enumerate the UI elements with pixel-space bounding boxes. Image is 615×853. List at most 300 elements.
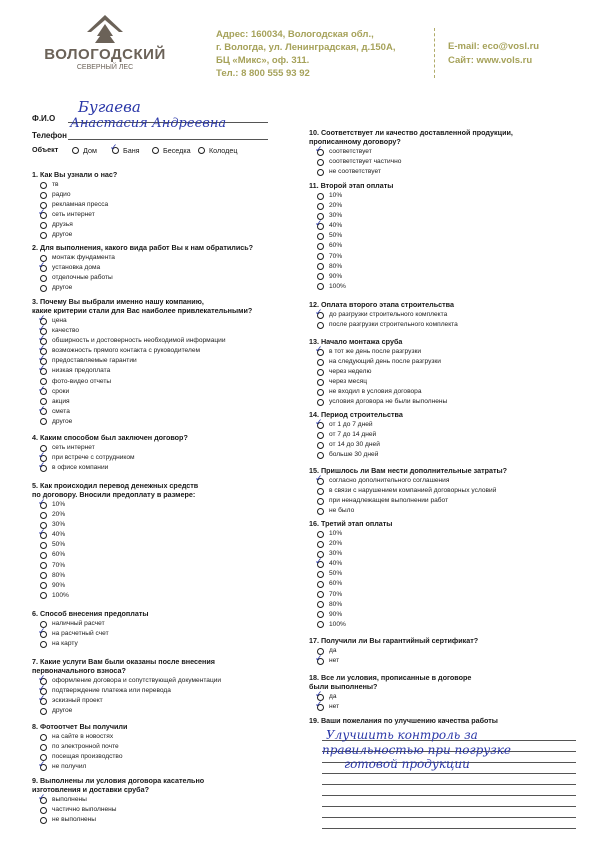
option-label: 20% [329,202,343,210]
option-label: 100% [52,591,69,599]
answer-option[interactable] [309,450,584,460]
question-block [309,410,584,460]
check-mark-icon: ✓ [38,384,46,395]
question-title: 4. Каким способом был заключен договор? [32,433,188,442]
question-block [309,300,584,330]
header-divider [434,28,435,78]
option-label: не получил [52,763,87,771]
radio-circle[interactable] [317,541,324,548]
radio-circle[interactable] [40,192,47,199]
answer-option[interactable] [32,397,307,407]
radio-circle[interactable] [317,193,324,200]
question-block [309,673,584,712]
wish-handwritten-2[interactable]: правильностью при погрузке [322,743,512,757]
answer-option[interactable] [32,443,307,453]
answer-option[interactable] [32,676,307,686]
question-block [32,481,307,601]
check-mark-icon: ✓ [38,261,46,272]
answer-option[interactable] [32,404,307,417]
radio-circle[interactable] [40,542,47,549]
check-mark-icon: ✓ [38,334,46,345]
question-title: 15. Пришлось ли Вам нести дополнительные затраты? [309,466,508,475]
radio-circle[interactable] [152,147,159,154]
answer-option[interactable] [309,397,584,407]
answer-option[interactable] [32,336,307,346]
option-label: 60% [329,580,343,588]
radio-circle[interactable] [317,243,324,250]
answer-option[interactable] [309,320,584,330]
radio-circle[interactable] [40,582,47,589]
question-block [309,337,584,408]
option-label: 80% [329,600,343,608]
answer-option[interactable] [309,440,584,450]
answer-option[interactable] [309,157,584,167]
object-option-label: Колодец [209,146,238,155]
answer-option[interactable] [309,486,584,496]
check-mark-icon: ✓ [315,654,323,665]
address-line: Адрес: 160034, Вологодская обл., [216,29,374,40]
radio-circle[interactable] [40,222,47,229]
option-label: в тот же день после разгрузки [329,348,422,355]
radio-circle[interactable] [40,232,47,239]
radio-circle[interactable] [40,734,47,741]
radio-circle[interactable] [317,621,324,628]
answer-option[interactable] [309,496,584,506]
question-title: 1. Как Вы узнали о нас? [32,170,118,179]
radio-circle[interactable] [40,285,47,292]
question-block [32,776,307,825]
answer-option[interactable] [309,262,584,272]
answer-option[interactable] [32,377,307,387]
answer-option[interactable] [309,590,584,600]
radio-circle[interactable] [40,708,47,715]
radio-circle[interactable] [317,233,324,240]
answer-option[interactable] [309,167,584,177]
answer-option[interactable] [309,211,584,221]
answer-option[interactable] [32,463,307,473]
answer-option[interactable] [309,529,584,539]
question-block [309,716,584,726]
answer-option[interactable] [32,326,307,336]
option-label: согласно дополнительного соглашения [329,477,450,484]
wish-input-line[interactable] [322,773,576,774]
check-mark-icon: ✓ [38,760,46,771]
option-label: 10% [52,501,66,508]
option-label: соответствует частично [329,158,402,166]
option-label: на карту [52,640,78,648]
object-option-label: Баня [123,146,140,155]
wish-input-line[interactable] [322,795,576,796]
option-label: 40% [52,531,66,539]
answer-option[interactable] [309,310,584,320]
logo-subtitle: СЕВЕРНЫЙ ЛЕС [76,64,134,71]
question-block [32,609,307,649]
question-block [309,128,584,177]
answer-option[interactable] [32,815,307,825]
answer-option[interactable] [32,520,307,530]
answer-option[interactable] [32,619,307,629]
option-label: 20% [329,540,343,548]
answer-option[interactable] [32,417,307,427]
answer-option[interactable] [32,732,307,742]
radio-circle[interactable] [317,508,324,515]
check-mark-icon: ✓ [38,694,46,705]
answer-option[interactable] [309,430,584,440]
question-block [32,722,307,772]
answer-option[interactable] [32,540,307,550]
question-title: 9. Выполнены ли условия договора касательно изготовления и доставки сруба? [32,776,205,794]
radio-circle[interactable] [40,562,47,569]
option-label: цена [52,317,67,324]
question-block [309,519,584,630]
check-mark-icon: ✓ [38,461,46,472]
option-label: фото-видео отчеты [52,377,112,385]
option-label: рекламная пресса [52,201,109,209]
answer-option[interactable] [309,221,584,231]
radio-circle[interactable] [317,169,324,176]
radio-circle[interactable] [317,611,324,618]
answer-option[interactable] [32,742,307,752]
question-title: 3. Почему Вы выбрали именно нашу компанию, какие критерии стали для Вас наиболее привлекательными? [32,297,253,315]
answer-option[interactable] [309,367,584,377]
option-label: тв [52,181,59,188]
answer-option[interactable] [32,571,307,581]
radio-circle[interactable] [317,531,324,538]
option-label: не входил в условия договора [329,388,422,396]
option-label: 40% [329,560,343,568]
question-block [32,243,307,293]
answer-option[interactable] [32,762,307,772]
option-label: 60% [52,551,66,559]
option-label: 50% [329,232,343,240]
object-label: Объект [32,145,59,154]
phone-line[interactable] [68,139,268,140]
answer-option[interactable] [309,252,584,262]
check-mark-icon: ✓ [38,208,46,219]
answer-option[interactable] [32,530,307,540]
radio-circle[interactable] [317,379,324,386]
option-label: 40% [329,222,343,230]
check-mark-icon: ✓ [38,627,46,638]
question-block [32,170,307,241]
answer-option[interactable] [309,231,584,241]
radio-circle[interactable] [40,552,47,559]
radio-circle[interactable] [198,147,205,154]
option-label: предоставляемые гарантии [52,357,137,365]
radio-circle[interactable] [40,418,47,425]
answer-option[interactable] [309,347,584,357]
question-block [309,181,584,292]
radio-circle[interactable] [317,283,324,290]
radio-circle[interactable] [40,275,47,282]
answer-option[interactable] [32,263,307,273]
answer-option[interactable] [309,387,584,397]
answer-option[interactable] [32,581,307,591]
option-label: 90% [329,610,343,618]
address-line: г. Вологда, ул. Ленинградская, д.150А, [216,42,396,53]
answer-option[interactable] [309,357,584,367]
answer-option[interactable] [32,561,307,571]
answer-option[interactable] [309,702,584,712]
object-option-label: Дом [83,146,97,155]
option-label: в связи с нарушением компанией договорных условий [329,487,497,495]
address-line: БЦ «Микс», оф. 311. [216,55,310,66]
answer-option[interactable] [32,366,307,376]
answer-option[interactable] [32,706,307,716]
answer-option[interactable] [32,230,307,240]
check-mark-icon: ✓ [38,684,46,695]
radio-circle[interactable] [40,744,47,751]
question-block [32,433,307,473]
answer-option[interactable] [32,629,307,639]
option-label: больше 30 дней [329,451,379,459]
option-label: 70% [329,590,343,598]
option-label: 90% [329,272,343,280]
answer-option[interactable] [32,220,307,230]
option-label: от 7 до 14 дней [329,431,377,439]
answer-option[interactable] [32,273,307,283]
check-mark-icon: ✓ [315,418,323,428]
option-label: да [329,693,337,700]
radio-circle[interactable] [317,322,324,329]
answer-option[interactable] [309,539,584,549]
radio-circle[interactable] [317,399,324,406]
answer-option[interactable] [309,191,584,201]
question-title: 6. Способ внесения предоплаты [32,609,149,618]
option-label: сроки [52,387,70,395]
answer-option[interactable] [309,610,584,620]
answer-option[interactable] [309,282,584,292]
option-label: эскизный проект [52,697,103,705]
option-label: посещая производство [52,753,123,761]
email-text[interactable]: E-mail: eco@vosl.ru [448,41,540,52]
option-label: другое [52,417,73,425]
answer-option[interactable] [32,805,307,815]
answer-option[interactable] [309,600,584,610]
option-label: акция [52,397,70,405]
company-address [216,28,395,80]
radio-circle[interactable] [40,572,47,579]
option-label: частично выполнены [52,806,117,814]
check-mark-icon: ✓ [38,364,46,375]
check-mark-icon: ✓ [38,451,46,462]
radio-circle[interactable] [317,359,324,366]
check-mark-icon: ✓ [38,793,46,803]
answer-option[interactable] [309,559,584,569]
option-label: обширность и достоверность необходимой информации [52,337,226,345]
wish-handwritten-3[interactable]: готовой продукции [344,757,470,771]
radio-circle[interactable] [317,442,324,449]
answer-option[interactable] [32,190,307,200]
question-title: 8. Фотоотчет Вы получили [32,722,128,731]
radio-circle[interactable] [317,591,324,598]
option-label: качество [52,327,80,335]
option-label: от 14 до 30 дней [329,441,380,449]
fio-handwritten-2[interactable]: Анастасия Андреевна [70,116,227,131]
answer-option[interactable] [32,346,307,356]
option-label: в офисе компании [52,464,109,472]
radio-circle[interactable] [317,452,324,459]
wish-handwritten-1[interactable]: Улучшить контроль за [326,728,478,742]
radio-circle[interactable] [317,389,324,396]
radio-circle[interactable] [72,147,79,154]
object-option-label: Беседка [163,146,191,155]
option-label: 80% [329,262,343,270]
answer-option[interactable] [309,476,584,486]
wish-input-line[interactable] [322,817,576,818]
answer-option[interactable] [32,752,307,762]
radio-circle[interactable] [40,512,47,519]
radio-circle[interactable] [317,203,324,210]
question-title: 12. Оплата второго этапа строительства [309,300,454,309]
option-label: 20% [52,511,66,519]
check-mark-icon: ✓ [315,145,323,155]
wish-input-line[interactable] [322,828,576,829]
answer-option[interactable] [309,241,584,251]
answer-option[interactable] [32,180,307,190]
option-label: 50% [329,570,343,578]
option-label: 90% [52,581,66,589]
option-label: нет [329,657,340,665]
radio-circle[interactable] [317,263,324,270]
option-label: 70% [52,561,66,569]
option-label: возможность прямого контакта с руководителем [52,347,201,355]
option-label: на следующий день после разгрузки [329,358,441,366]
answer-option[interactable] [32,591,307,601]
option-label: через месяц [329,378,367,386]
answer-option[interactable] [309,147,584,157]
answer-option[interactable] [32,686,307,696]
radio-circle[interactable] [40,592,47,599]
radio-circle[interactable] [40,807,47,814]
answer-option[interactable] [32,283,307,293]
site-text[interactable]: Сайт: www.vols.ru [448,55,533,66]
answer-option[interactable] [32,316,307,326]
answer-option[interactable] [309,646,584,656]
option-label: на расчетный счет [52,630,109,638]
radio-circle[interactable] [317,488,324,495]
option-label: по электронной почте [52,743,119,751]
answer-option[interactable] [32,253,307,263]
option-label: выполнены [52,796,87,803]
option-label: оформление договора и сопутствующей документации [52,677,222,684]
radio-circle[interactable] [317,159,324,166]
option-label: при встрече с сотрудником [52,454,135,462]
radio-circle[interactable] [317,581,324,588]
check-mark-icon: ✓ [38,314,46,324]
check-mark-icon: ✓ [38,528,46,539]
answer-option[interactable] [309,692,584,702]
radio-circle[interactable] [40,641,47,648]
option-label: при ненадлежащем выполнении работ [329,497,449,505]
option-label: на сайте в новостях [52,733,114,740]
answer-option[interactable] [309,377,584,387]
fio-label: Ф.И.О [32,114,56,123]
option-label: 10% [329,530,343,537]
answer-option[interactable] [309,569,584,579]
answer-option[interactable] [32,510,307,520]
answer-option[interactable] [32,795,307,805]
option-label: радио [52,191,71,199]
option-label: установка дома [52,264,101,272]
radio-circle[interactable] [40,182,47,189]
option-label: через неделю [329,368,372,376]
logo-name: ВОЛОГОДСКИЙ [44,46,166,63]
option-label: не выполнены [52,816,97,824]
check-mark-icon: ✓ [38,324,46,335]
option-label: да [329,647,337,654]
answer-option[interactable] [32,639,307,649]
option-label: смета [52,407,70,415]
radio-circle[interactable] [40,817,47,824]
radio-circle[interactable] [317,571,324,578]
answer-option[interactable] [309,656,584,666]
answer-option[interactable] [309,201,584,211]
answer-option[interactable] [32,356,307,366]
question-title: 14. Период строительства [309,410,403,419]
option-label: друзья [52,221,73,229]
wish-input-line[interactable] [322,806,576,807]
answer-option[interactable] [32,200,307,210]
option-label: наличный расчет [52,620,105,627]
answer-option[interactable] [32,210,307,220]
question-title: 11. Второй этап оплаты [309,181,394,190]
option-label: соответствует [329,148,372,155]
check-mark-icon: ✓ [38,404,46,415]
radio-circle[interactable] [317,498,324,505]
option-label: 100% [329,282,346,290]
option-label: 50% [52,541,66,549]
check-mark-icon: ✓ [38,344,46,355]
fio-handwritten-1[interactable]: Бугаева [78,98,141,116]
radio-circle[interactable] [317,601,324,608]
check-mark-icon: ✓ [38,354,46,365]
answer-option[interactable] [309,620,584,630]
option-label: нет [329,703,340,711]
answer-option[interactable] [32,550,307,560]
answer-option[interactable] [309,420,584,430]
option-label: сеть интернет [52,211,95,219]
wish-input-line[interactable] [322,784,576,785]
check-mark-icon: ✓ [315,690,323,700]
radio-circle[interactable] [317,432,324,439]
option-label: 100% [329,620,346,628]
check-mark-icon: ✓ [315,557,323,568]
answer-option[interactable] [32,696,307,706]
radio-circle[interactable] [317,273,324,280]
answer-option[interactable] [32,453,307,463]
question-title: 10. Соответствует ли качество доставленной продукции, прописанному договору? [309,128,513,146]
radio-circle[interactable] [317,253,324,260]
question-title: 2. Для выполнения, какого вида работ Вы к нам обратились? [32,243,254,252]
question-title: 16. Третий этап оплаты [309,519,393,528]
answer-option[interactable] [309,506,584,516]
answer-option[interactable] [32,500,307,510]
radio-circle[interactable] [317,369,324,376]
phone-label: Телефон [32,131,67,140]
question-title: 17. Получили ли Вы гарантийный сертификат? [309,636,479,645]
option-label: сеть интернет [52,444,95,451]
question-title: 13. Начало монтажа сруба [309,337,403,346]
option-label: 10% [329,192,343,199]
answer-option[interactable] [309,272,584,282]
check-mark-icon: ✓ [315,308,323,318]
answer-option[interactable] [32,384,307,397]
check-mark-icon: ✓ [315,700,323,711]
answer-option[interactable] [309,549,584,559]
option-label: низкая предоплата [52,367,111,375]
answer-option[interactable] [309,579,584,589]
